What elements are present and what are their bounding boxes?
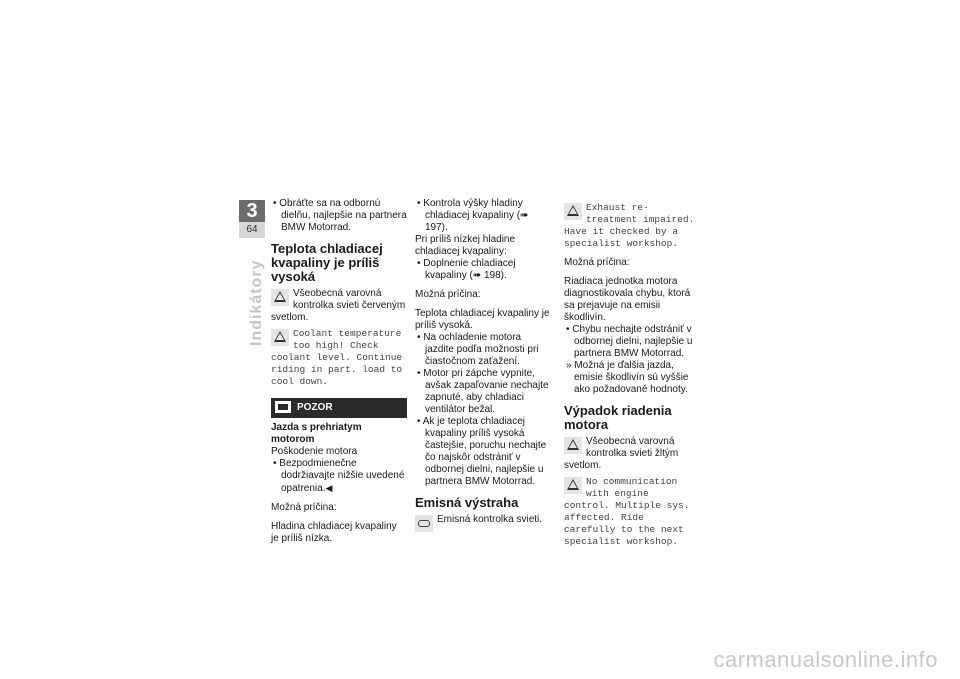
warning-triangle-icon: [564, 477, 582, 494]
display-message: Coolant temperature too high! Check coolant level. Continue riding in part. load to cool down.: [271, 328, 403, 387]
bullet-item: • Chybu nechajte odstrániť v odbornej dielni, najlepšie u partnera BMW Motorrad.: [566, 324, 693, 359]
cause-text: Hladina chladiacej kvapaliny je príliš nízka.: [271, 521, 397, 544]
bullet-item: • Obráťte sa na odbornú dielňu, najlepšie na partnera BMW Motorrad.: [273, 198, 407, 233]
warning-row: [564, 436, 698, 472]
cause-text: Teplota chladiacej kvapaliny je príliš vysoká.: [415, 308, 550, 331]
caution-icon: [275, 401, 291, 413]
column-3: [564, 198, 698, 552]
bullet-item: • Bezpodmienečne dodržiavajte nižšie uvedené opatrenia.◀: [273, 458, 405, 494]
bullet-item: • Ak je teplota chladiacej kvapaliny príliš vysoká častejšie, poruchu nechajte čo najskôr odstrániť v odbornej dielni, najlepšie u partnera BMW Motorrad.: [417, 416, 547, 487]
section-title: Indikátory: [248, 259, 265, 346]
heading-coolant-temperature: Teplota chladiacej kvapaliny je príliš vysoká: [271, 241, 383, 284]
column-1: [271, 198, 407, 545]
caution-subtitle: Jazda s prehriatym motorom: [271, 422, 362, 445]
bullet-item: • Motor pri zápche vypnite, avšak zapaľovanie nechajte zapnuté, aby chladiaci ventilátor bežal.: [417, 368, 549, 415]
caution-banner: POZOR: [271, 398, 407, 418]
display-message: Exhaust re-treatment impaired. Have it checked by a specialist workshop.: [564, 202, 695, 249]
warning-text: Všeobecná varovná kontrolka svieti žltým svetlom.: [564, 436, 679, 471]
paragraph: Pri príliš nízkej hladine chladiacej kvapaliny:: [415, 234, 516, 257]
result-item: » Možná je ďalšia jazda, emisie škodlivín sú vyššie ako požadované hodnoty.: [566, 360, 689, 395]
warning-triangle-icon: [271, 329, 289, 346]
display-message-row: [564, 476, 698, 548]
cause-label: Možná príčina:: [271, 502, 337, 513]
cause-text: Riadiaca jednotka motora diagnostikovala chybu, ktorá sa prejavuje na emisii škodlivín.: [564, 276, 691, 323]
column-2: [415, 198, 551, 536]
bullet-item: • Doplnenie chladiacej kvapaliny (➠ 198).: [417, 258, 516, 281]
watermark: carmanualsonline.info: [713, 647, 938, 672]
page-number: 64: [239, 222, 265, 238]
chapter-number: 3: [239, 200, 265, 222]
warning-text: Všeobecná varovná kontrolka svieti červeným svetlom.: [271, 288, 406, 323]
warning-triangle-icon: [271, 289, 289, 306]
display-message-row: [271, 328, 407, 388]
heading-emission-warning: Emisná výstraha: [415, 495, 519, 510]
warning-row: [271, 288, 407, 324]
emission-row: [415, 514, 551, 532]
warning-triangle-icon: [564, 203, 582, 220]
engine-icon: [415, 515, 433, 532]
bullet-item: • Kontrola výšky hladiny chladiacej kvapaliny (➠ 197).: [417, 198, 529, 233]
cause-label: Možná príčina:: [564, 257, 630, 268]
heading-engine-control-failure: Výpadok riadenia motora: [564, 403, 672, 432]
warning-triangle-icon: [564, 437, 582, 454]
end-marker-icon: ◀: [325, 483, 333, 493]
bullet-item: • Na ochladenie motora jazdite podľa možnosti pri čiastočnom zaťažení.: [417, 332, 539, 367]
cause-label: Možná príčina:: [415, 289, 481, 300]
display-message-row: [564, 202, 698, 250]
display-message: No communication with engine control. Multiple sys. affected. Ride carefully to the next specialist workshop.: [564, 476, 690, 547]
emission-text: Emisná kontrolka svieti.: [437, 514, 543, 525]
caution-text: Poškodenie motora: [271, 446, 358, 457]
